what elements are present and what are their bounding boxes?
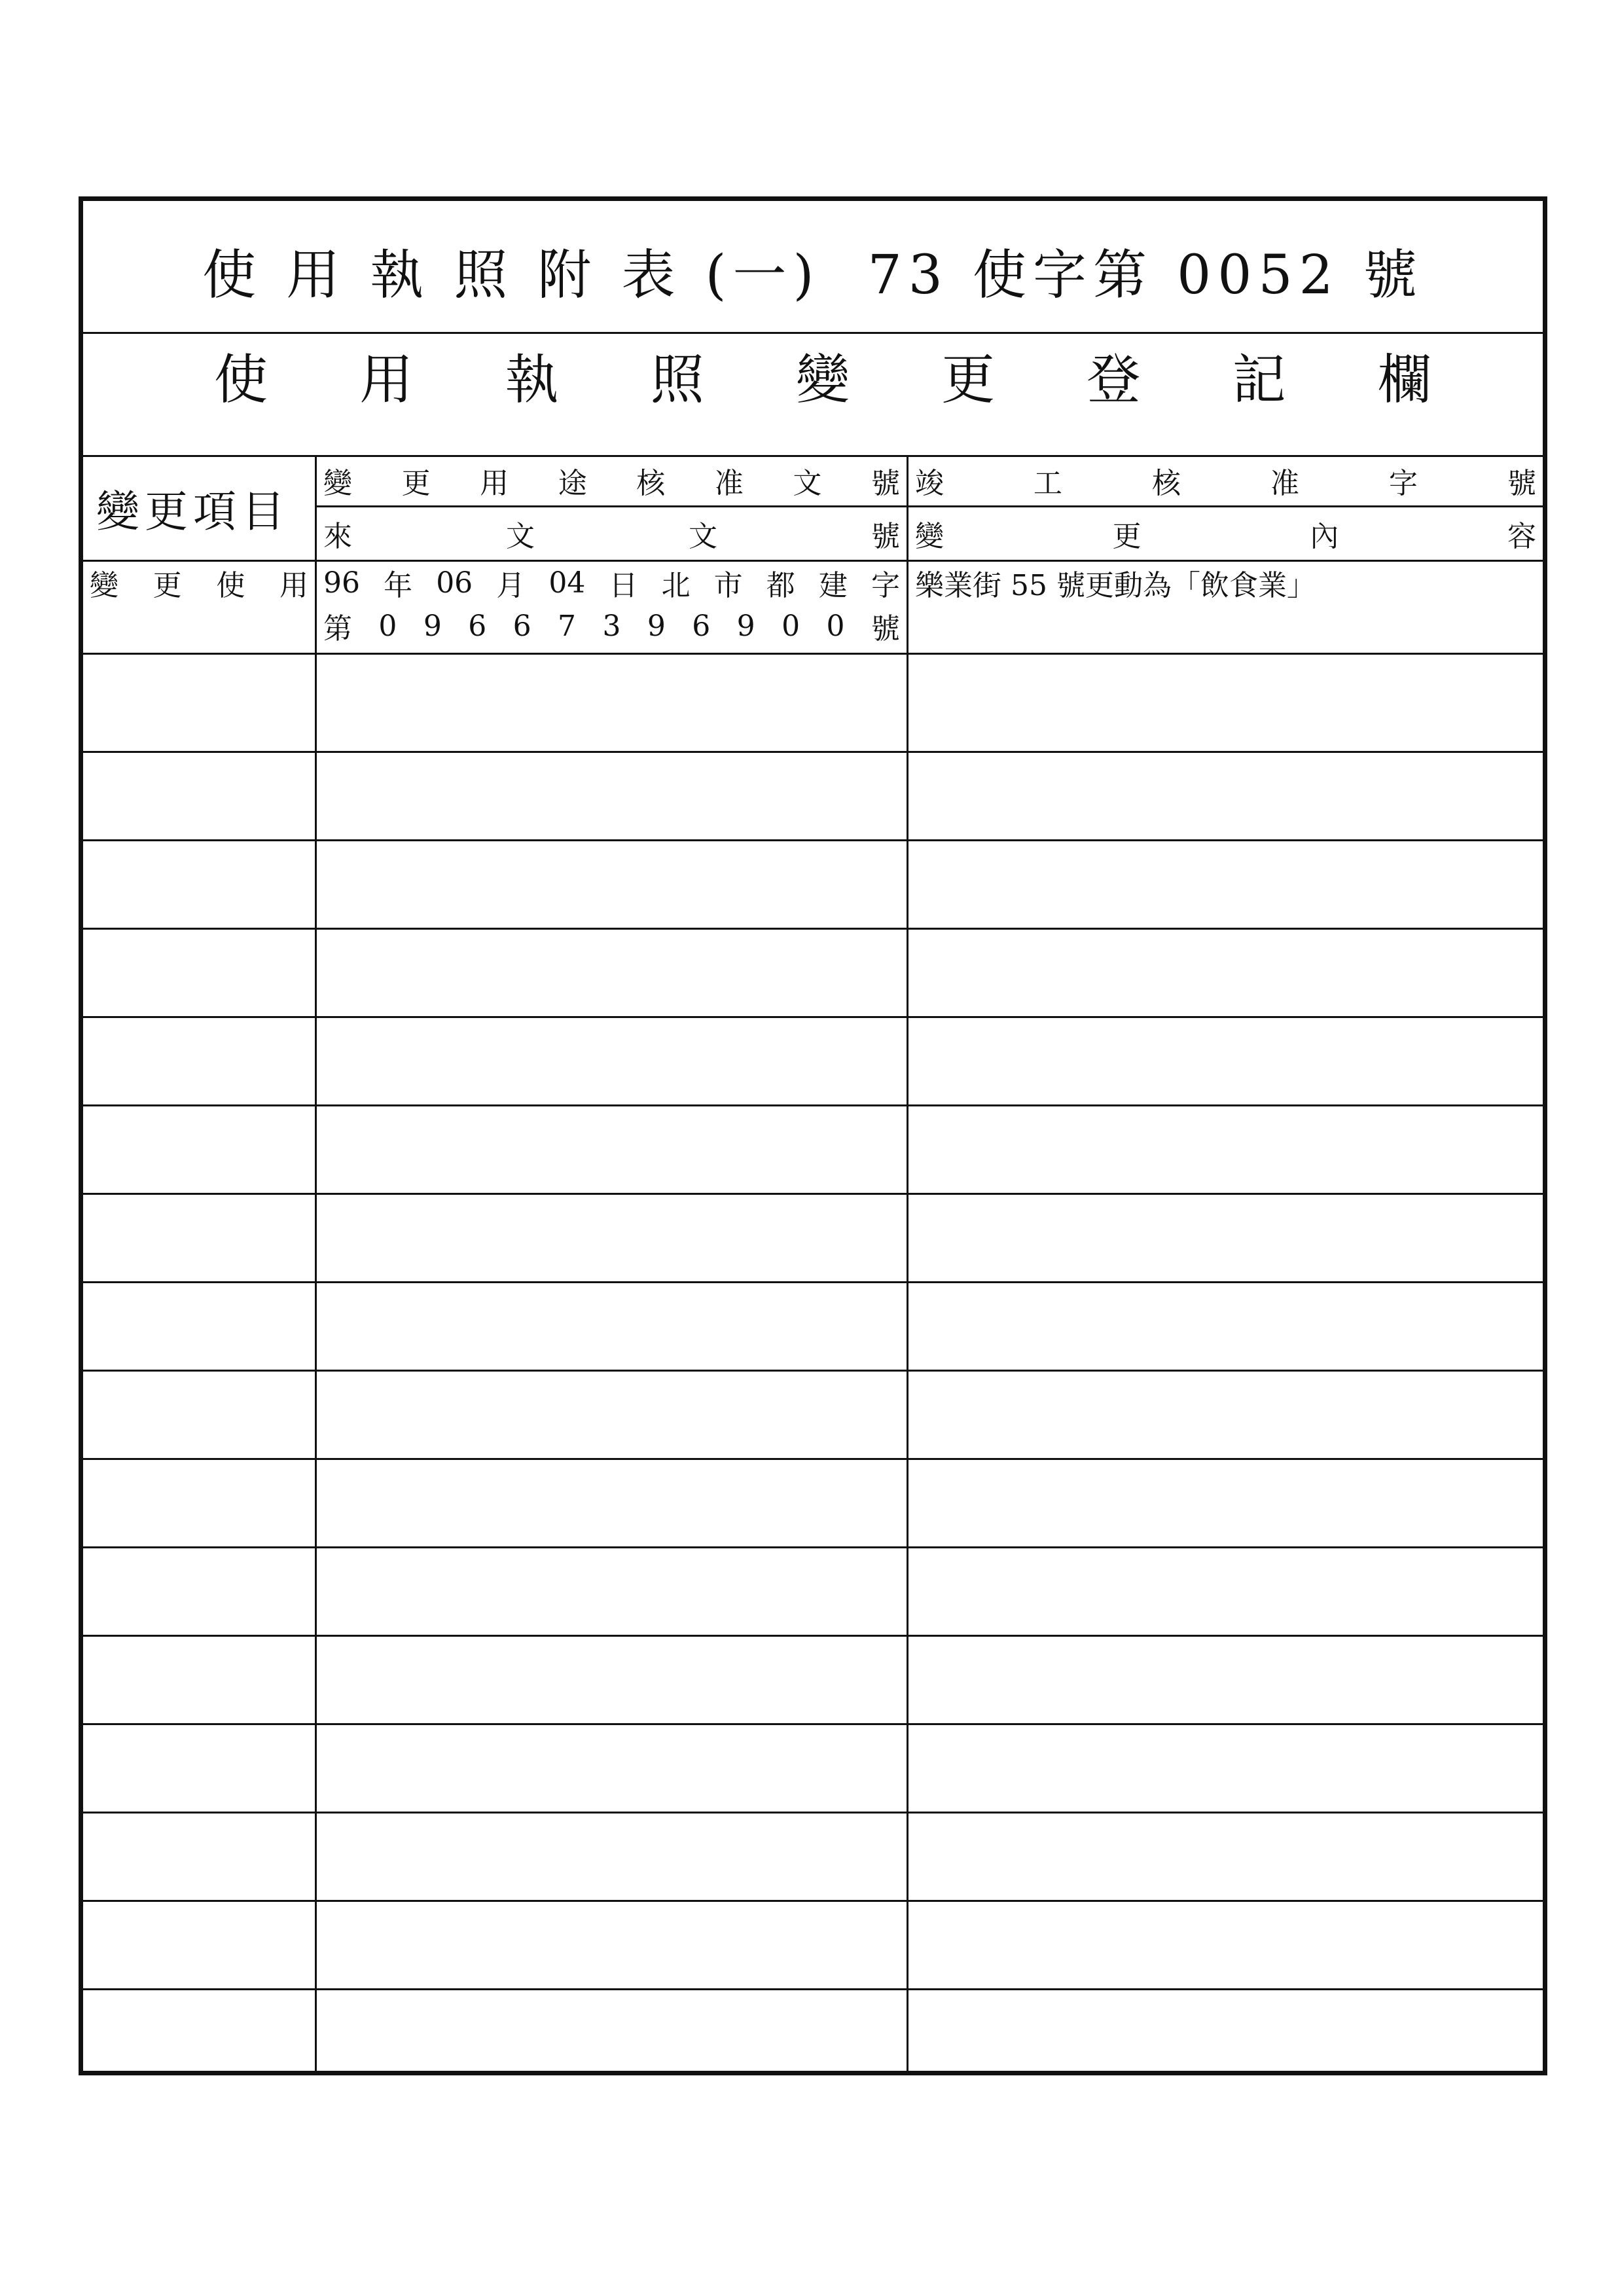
- header-char: 文: [793, 466, 822, 500]
- divider: [83, 1016, 1543, 1018]
- row-char: 9: [736, 609, 755, 643]
- heading-char: 使: [214, 349, 268, 411]
- row-char: 6: [468, 609, 487, 643]
- heading-char: 變: [795, 349, 850, 411]
- divider: [83, 839, 1543, 841]
- row-doc-line2: [317, 604, 907, 647]
- header-char: 號: [1507, 466, 1536, 500]
- divider: [83, 751, 1543, 753]
- divider: [83, 1370, 1543, 1372]
- row-char: 北: [661, 569, 691, 602]
- row-char: 3: [602, 609, 621, 643]
- column-divider: [907, 455, 908, 2071]
- header-char: 更: [401, 466, 431, 500]
- divider: [83, 1546, 1543, 1548]
- header-char: 核: [636, 466, 666, 500]
- header-approval-no: [317, 455, 907, 505]
- header-change-content: [908, 507, 1543, 560]
- header-char: 文: [506, 520, 535, 553]
- header-incoming-doc-no: [317, 507, 907, 560]
- row-change-item: [83, 560, 315, 606]
- header-completion-no: [908, 455, 1543, 505]
- row-char: 年: [384, 569, 413, 602]
- row-char: 使: [216, 569, 245, 602]
- row-char: 日: [609, 569, 638, 602]
- row-char: 6: [512, 609, 531, 643]
- header-char: 用: [480, 466, 509, 500]
- header-char: 准: [714, 466, 744, 500]
- row-char: 9: [647, 609, 666, 643]
- header-char: 字: [1389, 466, 1418, 500]
- heading-char: 欄: [1377, 349, 1431, 411]
- row-char: 96: [323, 566, 360, 600]
- header-char: 容: [1507, 520, 1536, 553]
- divider: [83, 1988, 1543, 1990]
- row-char: 月: [496, 569, 526, 602]
- form-frame: [79, 196, 1547, 2075]
- row-char: 6: [692, 609, 711, 643]
- row-char: 0: [782, 609, 800, 643]
- row-char: 04: [548, 566, 586, 600]
- header-char: 更: [1112, 520, 1142, 553]
- heading-char: 更: [941, 349, 996, 411]
- row-char: 變: [90, 569, 118, 602]
- divider: [83, 1900, 1543, 1902]
- header-char: 文: [689, 520, 717, 553]
- header-char: 號: [871, 520, 900, 553]
- row-char: 更: [153, 569, 182, 602]
- header-char: 來: [323, 520, 352, 553]
- header-char: 竣: [915, 466, 944, 500]
- divider: [83, 1193, 1543, 1195]
- row-char: 市: [713, 569, 743, 602]
- row-char: 0: [378, 609, 397, 643]
- divider: [83, 1458, 1543, 1460]
- header-char: 准: [1270, 466, 1299, 500]
- row-char: 號: [871, 612, 900, 646]
- divider: [83, 332, 1543, 334]
- row-char: 建: [818, 569, 848, 602]
- divider: [83, 1723, 1543, 1725]
- heading-char: 記: [1232, 349, 1286, 411]
- heading-char: 登: [1087, 349, 1141, 411]
- row-char: 9: [423, 609, 442, 643]
- heading-char: 執: [505, 349, 559, 411]
- header-char: 變: [915, 520, 944, 553]
- row-doc-line1: [317, 561, 907, 604]
- heading-char: 照: [650, 349, 704, 411]
- row-char: 都: [766, 569, 795, 602]
- header-char: 工: [1034, 466, 1062, 500]
- header-char: 核: [1152, 466, 1181, 500]
- header-char: 途: [558, 466, 587, 500]
- row-char: 用: [279, 569, 308, 602]
- header-char: 號: [871, 466, 900, 500]
- row-char: 0: [826, 609, 845, 643]
- divider: [83, 1812, 1543, 1813]
- header-char: 內: [1310, 520, 1339, 553]
- row-change-content: 樂業街 55 號更動為「飲食業」: [915, 569, 1316, 602]
- section-heading: [83, 337, 1543, 409]
- row-char: 字: [871, 569, 900, 602]
- divider: [83, 1635, 1543, 1637]
- header-char: 變: [323, 466, 352, 500]
- header-change-item: 變更項目: [96, 486, 290, 537]
- divider: [83, 928, 1543, 930]
- row-char: 06: [436, 566, 473, 600]
- divider: [83, 653, 1543, 655]
- divider: [83, 1104, 1543, 1106]
- divider: [83, 1281, 1543, 1283]
- row-char: 7: [558, 609, 577, 643]
- heading-char: 用: [359, 349, 414, 411]
- form-title: 使 用 執 照 附 表 (一) 73 使字第 0052 號: [202, 244, 1424, 306]
- column-divider: [315, 455, 317, 2071]
- row-char: 第: [323, 612, 352, 646]
